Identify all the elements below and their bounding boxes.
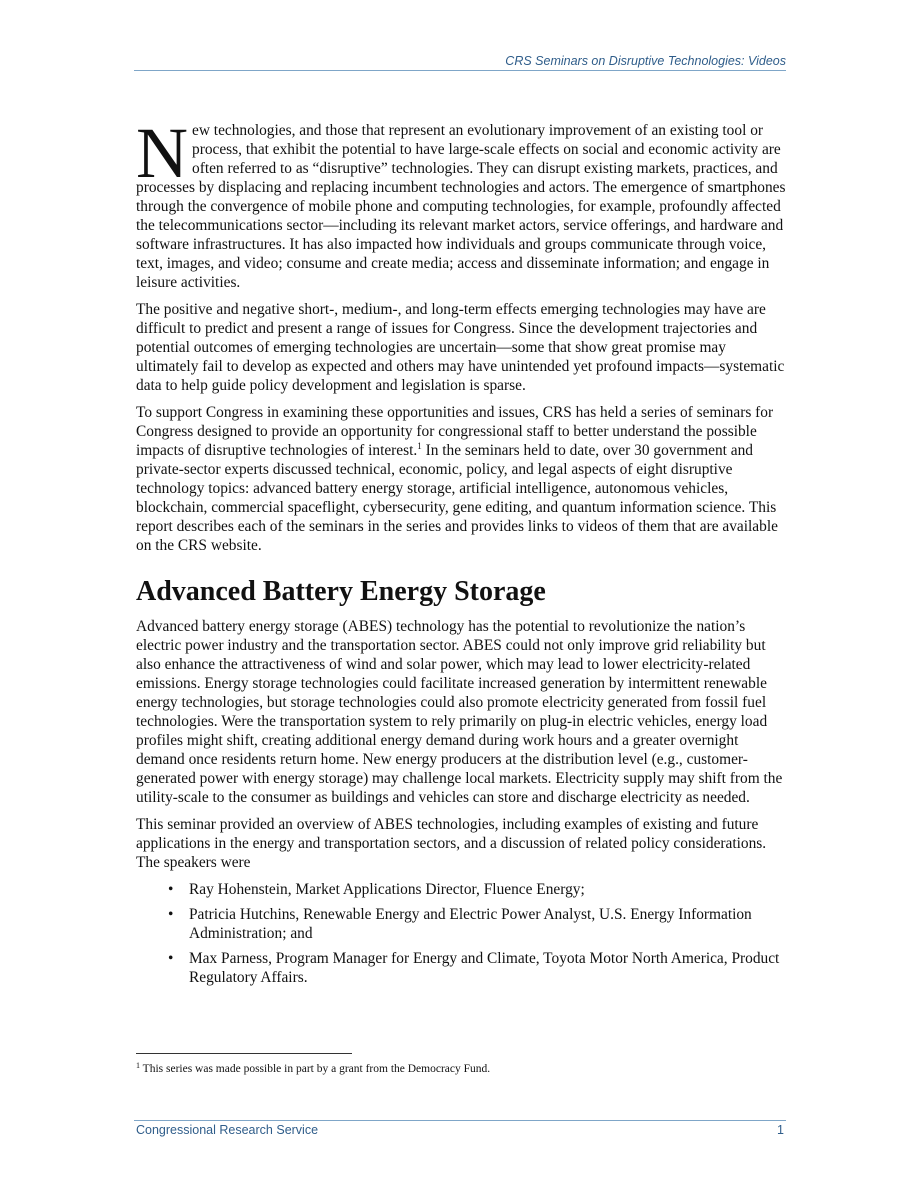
bullet-icon: • <box>168 881 174 898</box>
intro-paragraph-1 <box>136 113 786 292</box>
drop-cap-letter: N <box>136 113 188 193</box>
bullet-icon: • <box>168 906 174 923</box>
footnote <box>136 1062 786 1077</box>
footnote-reference[interactable]: 1 <box>417 441 422 451</box>
section-paragraph-1: Advanced battery energy storage (ABES) technology has the potential to revolutionize the nation’s electric power industry and the transportation sector. ABES could not only improve grid reliability but also enhance the attractiveness of wind and solar power, which may lead to lower electricity-related emissions. Energy storage technologies could facilitate increased generation by intermittent renewable energy technologies, but storage technologies could also promote electricity generated from fossil fuel technologies. Were the transportation system to rely primarily on plug-in electric vehicles, energy load profiles might shift, creating additional energy demand during work hours and a greater overnight demand once residents return home. New energy producers at the distribution level (e.g., customer-generated power with energy storage) may challenge local markets. Electricity supply may shift from the utility-scale to the consumer as buildings and vehicles can store and discharge electricity as needed. <box>136 618 783 806</box>
running-header-title: CRS Seminars on Disruptive Technologies: Videos <box>505 54 786 68</box>
footnote-text: This series was made possible in part by a grant from the Democracy Fund. <box>140 1063 491 1075</box>
intro-paragraph-2: The positive and negative short-, medium-, and long-term effects emerging technologies may have are difficult to predict and present a range of issues for Congress. Since the development trajectories and potential outcomes of emerging technologies are uncertain—some that show great promise may ultimately fail to develop as expected and others may have unintended yet profound impacts—systematic data to help guide policy development and legislation is sparse. <box>136 301 785 394</box>
header-divider <box>134 70 786 71</box>
speaker-text: Ray Hohenstein, Market Applications Director, Fluence Energy; <box>189 881 585 898</box>
speaker-text: Patricia Hutchins, Renewable Energy and Electric Power Analyst, U.S. Energy Information Administration; and <box>189 906 752 942</box>
speaker-text: Max Parness, Program Manager for Energy and Climate, Toyota Motor North America, Product Regulatory Affairs. <box>189 950 780 986</box>
page-number: 1 <box>777 1123 784 1137</box>
footnote-marker: 1 <box>136 1061 140 1070</box>
intro-paragraph-3 <box>136 403 786 555</box>
intro-paragraph-1-text: ew technologies, and those that represent an evolutionary improvement of an existing tool or process, that exhibit the potential to have large-scale effects on social and economic activity are often referred to as “disruptive” technologies. They can disrupt existing markets, practices, and processes by displacing and replacing incumbent technologies and actors. The emergence of smartphones through the convergence of mobile phone and computing technologies, for example, profoundly affected the telecommunications sector—including its relevant market actors, service offerings, and hardware and software infrastructures. It has also impacted how individuals and groups communicate through voice, text, images, and video; consume and create media; access and disseminate information; and engage in leisure activities. <box>136 122 786 291</box>
intro-paragraph-3-text-b: In the seminars held to date, over 30 government and private-sector experts discussed technical, economic, policy, and legal aspects of eight disruptive technology topics: advanced battery energy storage, artificial intelligence, autonomous vehicles, blockchain, commercial spaceflight, cybersecurity, gene editing, and quantum information science. This report describes each of the seminars in the series and provides links to videos of them that are available on the CRS website. <box>136 442 778 554</box>
speaker-list <box>136 880 786 987</box>
section-paragraph-2: This seminar provided an overview of ABES technologies, including examples of existing and future applications in the energy and transportation sectors, and a discussion of related policy considerations. The speakers were <box>136 816 767 871</box>
list-item <box>136 949 786 987</box>
intro-paragraph-3-text-a: To support Congress in examining these opportunities and issues, CRS has held a series of seminars for Congress designed to provide an opportunity for congressional staff to better understand the possible impacts of disruptive technologies of interest. <box>136 404 774 459</box>
page-body <box>136 113 786 993</box>
bullet-icon: • <box>168 950 174 967</box>
list-item <box>136 905 786 943</box>
section-heading: Advanced Battery Energy Storage <box>136 576 546 607</box>
footer-divider <box>134 1120 786 1121</box>
list-item <box>136 880 786 899</box>
footnote-divider <box>136 1053 352 1054</box>
footer-organization: Congressional Research Service <box>136 1123 319 1137</box>
